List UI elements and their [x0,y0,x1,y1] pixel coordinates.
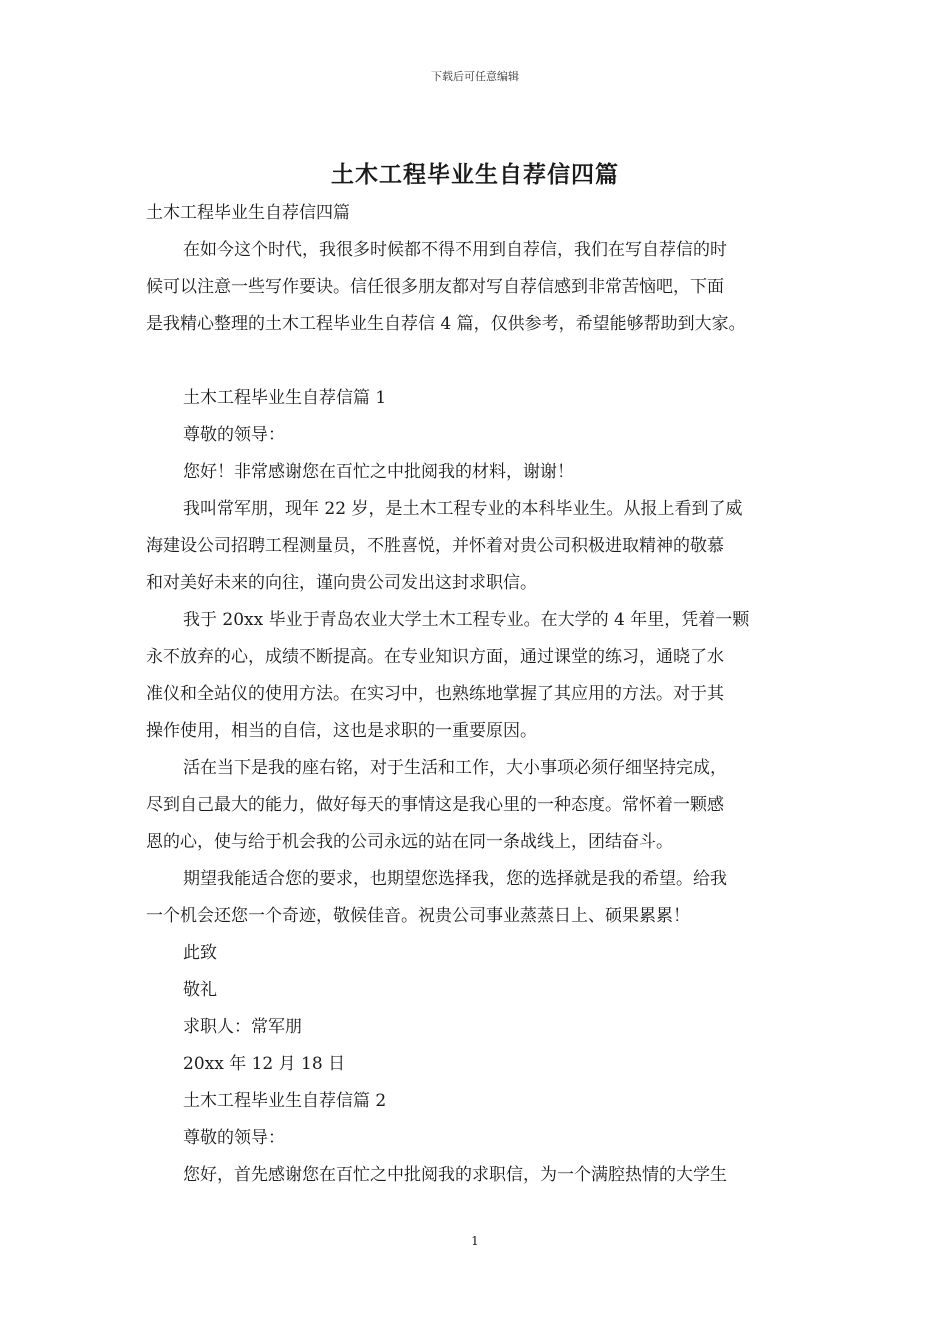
paragraph-line: 您好！非常感谢您在百忙之中批阅我的材料，谢谢！ [183,462,574,482]
salutation: 尊敬的领导： [183,1128,285,1148]
header-note: 下载后可任意编辑 [431,70,519,83]
paragraph-line: 您好，首先感谢您在百忙之中批阅我的求职信，为一个满腔热情的大学生 [183,1165,727,1185]
salutation: 尊敬的领导： [183,425,285,445]
document-title: 土木工程毕业生自荐信四篇 [331,161,619,188]
paragraph-line: 我于 20xx 毕业于青岛农业大学土木工程专业。在大学的 4 年里，凭着一颗 [183,610,750,630]
subtitle-line: 土木工程毕业生自荐信四篇 [146,203,350,223]
paragraph-line: 期望我能适合您的要求，也期望您选择我，您的选择就是我的希望。给我 [183,869,727,889]
paragraph-line: 在如今这个时代，我很多时候都不得不用到自荐信，我们在写自荐信的时 [183,240,727,260]
section-heading: 土木工程毕业生自荐信篇 2 [183,1091,387,1111]
date-line: 20xx 年 12 月 18 日 [183,1054,346,1074]
paragraph-line: 准仪和全站仪的使用方法。在实习中，也熟练地掌握了其应用的方法。对于其 [146,684,724,704]
paragraph-line: 候可以注意一些写作要诀。信任很多朋友都对写自荐信感到非常苦恼吧，下面 [146,277,724,297]
closing-line: 此致 [183,943,217,963]
document-body [146,195,806,1194]
paragraph-line: 永不放弃的心，成绩不断提高。在专业知识方面，通过课堂的练习，通晓了水 [146,647,724,667]
paragraph-line: 尽到自己最大的能力，做好每天的事情这是我心里的一种态度。常怀着一颗感 [146,795,724,815]
paragraph-line: 我叫常军朋，现年 22 岁，是土木工程专业的本科毕业生。从报上看到了威 [183,499,743,519]
blank-line [146,343,806,380]
closing-line: 敬礼 [183,980,217,1000]
paragraph-line: 海建设公司招聘工程测量员，不胜喜悦，并怀着对贵公司积极进取精神的敬慕 [146,536,724,556]
paragraph-line: 一个机会还您一个奇迹，敬候佳音。祝贵公司事业蒸蒸日上、硕果累累！ [146,906,690,926]
paragraph-line: 活在当下是我的座右铭，对于生活和工作，大小事项必须仔细坚持完成， [183,758,727,778]
paragraph-line: 操作使用，相当的自信，这也是求职的一重要原因。 [146,721,537,741]
signature-line: 求职人：常军朋 [183,1017,302,1037]
paragraph-line: 和对美好未来的向往，谨向贵公司发出这封求职信。 [146,573,537,593]
paragraph-line: 恩的心，使与给于机会我的公司永远的站在同一条战线上，团结奋斗。 [146,832,673,852]
page-number: 1 [471,1234,479,1248]
section-heading: 土木工程毕业生自荐信篇 1 [183,388,387,408]
paragraph-line: 是我精心整理的土木工程毕业生自荐信 4 篇，仅供参考，希望能够帮助到大家。 [146,314,746,334]
